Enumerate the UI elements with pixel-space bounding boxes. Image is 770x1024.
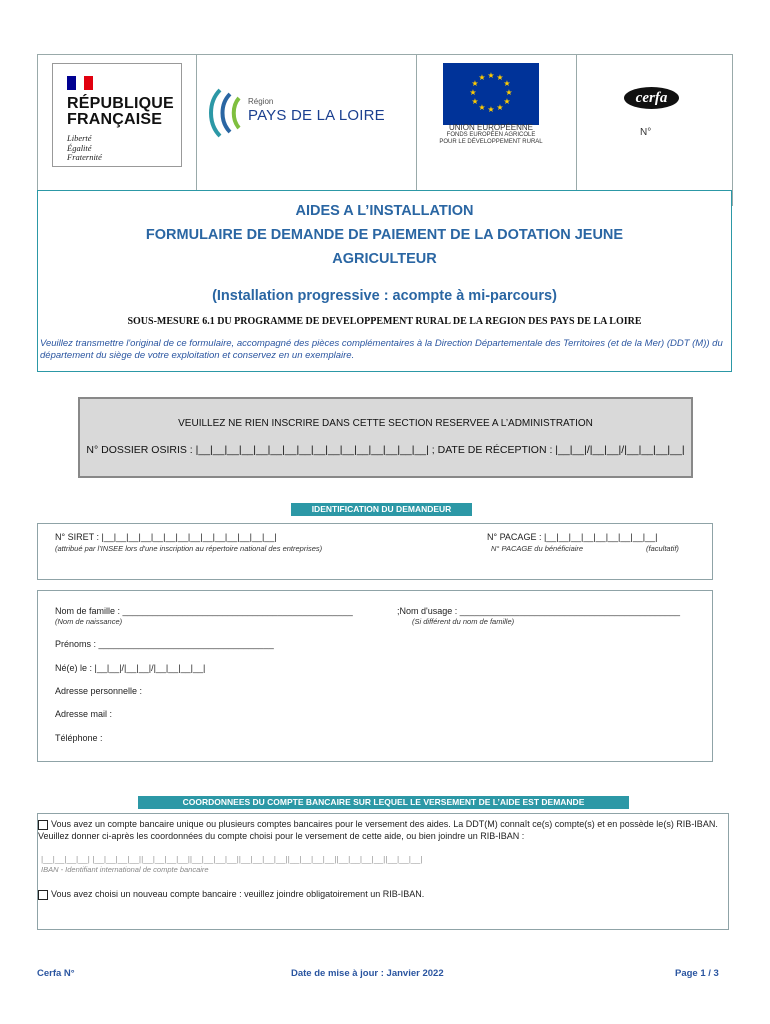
title-line-2: FORMULAIRE DE DEMANDE DE PAIEMENT DE LA DOTATION JEUNE	[145, 227, 624, 243]
osiris-field[interactable]: N° DOSSIER OSIRIS : |__|__|__|__|__|__|__|__|__|__|__|__|__|__|__|__| ; DATE DE RÉCEPTION : |__|__|/|__|__|/|__|__|__|__|	[86, 444, 685, 456]
republique-francaise-logo	[52, 63, 182, 167]
svg-text:★: ★	[469, 88, 477, 97]
svg-text:★: ★	[487, 71, 495, 80]
siret-field[interactable]: N° SIRET : |__|__|__|__|__|__|__|__|__|__|__|__|__|__|	[55, 532, 277, 542]
pacage-note: N° PACAGE du bénéficiaire	[491, 544, 584, 553]
birth-name-note: (Nom de naissance)	[55, 617, 123, 626]
svg-text:★: ★	[503, 97, 511, 106]
footer-update-date: Date de mise à jour : Janvier 2022	[291, 968, 444, 979]
iban-note: IBAN - Identifiant international de compte bancaire	[41, 865, 209, 874]
cerfa-logo: cerfa	[624, 87, 679, 109]
siret-note: (attribué par l'INSEE lors d'une inscription au répertoire national des entreprises)	[55, 544, 323, 553]
marianne-flag-icon	[67, 76, 93, 90]
bank-option-2	[38, 889, 424, 900]
eu-fund-caption: FONDS EUROPÉEN AGRICOLE POUR LE DÉVELOPPEMENT RURAL	[439, 132, 543, 145]
bank-option-1-label: Vous avez un compte bancaire unique ou plusieurs comptes bancaires pour le versement des aides. La DDT(M) connaît ce(s) compte(s) et en possède le(s) RIB-IBAN. Veuillez donner ci-après les coordonnées du compte choisi pour le versement de cette aide, ou bien joindre un RIB-IBAN :	[38, 819, 718, 841]
siret-pacage-box	[37, 523, 713, 580]
svg-text:★: ★	[503, 79, 511, 88]
eu-caption: UNION EUROPÉENNE	[448, 123, 533, 132]
svg-text:★: ★	[496, 103, 504, 112]
admin-notice: VEUILLEZ NE RIEN INSCRIRE DANS CETTE SECTION RESERVEE A L’ADMINISTRATION	[178, 418, 593, 429]
region-label: Région	[248, 97, 274, 106]
bank-box	[37, 813, 729, 930]
svg-text:★: ★	[505, 88, 513, 97]
eu-flag-icon	[443, 63, 539, 125]
footer-cerfa: Cerfa N°	[37, 968, 75, 979]
svg-text:★: ★	[478, 73, 486, 82]
svg-text:★: ★	[471, 97, 479, 106]
logo-divider	[416, 55, 417, 205]
instruction-note: Veuillez transmettre l'original de ce formulaire, accompagné des pièces complémentaires à la Direction Départementale des Territoires (et de la Mer) (DDT (M)) du département du siège de votre exploitation et conservez en un exemplaire.	[40, 338, 723, 361]
logo-divider	[196, 55, 197, 205]
region-name: PAYS DE LA LOIRE	[248, 107, 385, 124]
footer-page-number: Page 1 / 3	[675, 968, 719, 979]
section-heading-identification: IDENTIFICATION DU DEMANDEUR	[291, 503, 472, 516]
pays-de-la-loire-arcs-icon	[206, 88, 246, 138]
first-names-field[interactable]: Prénoms : ___________________________________	[55, 639, 274, 649]
iban-field[interactable]: |__|__|__|__| |__|__|__|__||__|__|__|__||__|__|__|__||__|__|__|__||__|__|__|__||__|__|__|__||__|__|__|	[41, 854, 423, 864]
title-subtitle: (Installation progressive : acompte à mi-parcours)	[212, 288, 557, 304]
usage-name-note: (Si différent du nom de famille)	[412, 617, 515, 626]
rf-motto: Liberté Égalité Fraternité	[67, 133, 102, 162]
pacage-optional: (facultatif)	[646, 544, 679, 553]
bank-option-1	[38, 818, 726, 842]
svg-text:★: ★	[487, 105, 495, 114]
phone-field[interactable]: Téléphone :	[55, 733, 103, 743]
title-line-1: AIDES A L’INSTALLATION	[295, 203, 474, 219]
admin-section	[78, 397, 693, 478]
family-name-field[interactable]: Nom de famille : ______________________________________________	[55, 606, 353, 616]
email-field[interactable]: Adresse mail :	[55, 709, 113, 719]
usage-name-field[interactable]: ;Nom d'usage : ____________________________________________	[397, 606, 680, 616]
title-line-3: AGRICULTEUR	[332, 251, 437, 267]
identity-box	[37, 590, 713, 762]
cerfa-number: N°	[640, 127, 652, 138]
birth-date-field[interactable]: Né(e) le : |__|__|/|__|__|/|__|__|__|__|	[55, 663, 206, 673]
pacage-field[interactable]: N° PACAGE : |__|__|__|__|__|__|__|__|__|	[487, 532, 658, 542]
rf-title: RÉPUBLIQUE FRANÇAISE	[67, 95, 174, 128]
svg-text:★: ★	[496, 73, 504, 82]
bank-option-1-checkbox[interactable]	[38, 820, 48, 830]
logo-divider	[576, 55, 577, 205]
bank-option-2-label: Vous avez choisi un nouveau compte bancaire : veuillez joindre obligatoirement un RIB-IBAN.	[51, 889, 425, 899]
svg-text:★: ★	[471, 79, 479, 88]
bank-option-2-checkbox[interactable]	[38, 890, 48, 900]
section-heading-bank: COORDONNEES DU COMPTE BANCAIRE SUR LEQUEL LE VERSEMENT DE L’AIDE EST DEMANDE	[138, 796, 629, 809]
title-box	[37, 190, 732, 372]
address-field[interactable]: Adresse personnelle :	[55, 686, 143, 696]
svg-text:★: ★	[478, 103, 486, 112]
measure-line: SOUS-MESURE 6.1 DU PROGRAMME DE DEVELOPPEMENT RURAL DE LA REGION DES PAYS DE LA LOIRE	[127, 316, 642, 327]
